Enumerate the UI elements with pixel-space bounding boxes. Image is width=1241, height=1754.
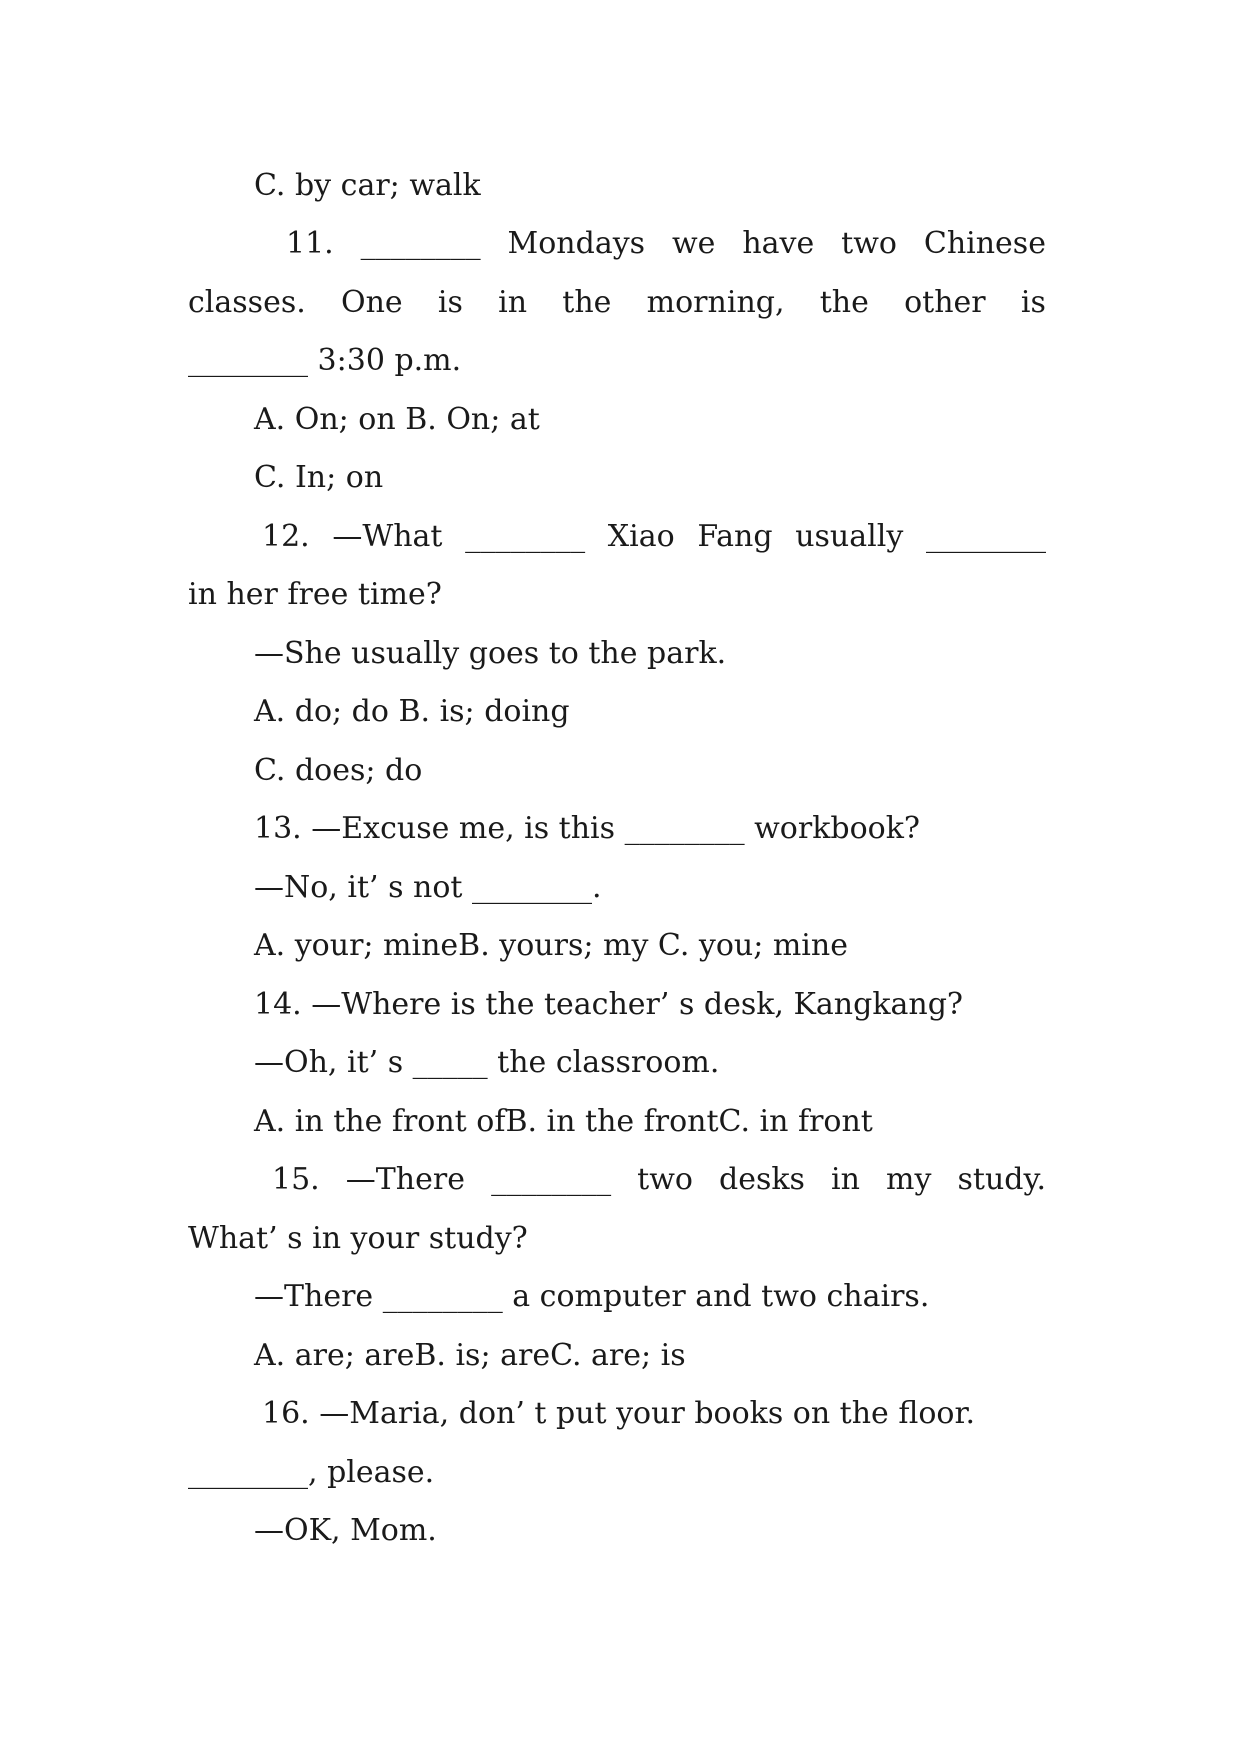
question-13-line: 13. —Excuse me, is this ________ workbook? <box>254 811 920 846</box>
word: other <box>904 285 986 320</box>
question-11-text <box>286 224 1046 264</box>
option-line: C. does; do <box>254 753 423 788</box>
question-11-line-3: ________ 3:30 p.m. <box>188 343 462 378</box>
option-line: A. On; on B. On; at <box>254 402 540 437</box>
question-15-line-2: What’ s in your study? <box>188 1221 528 1256</box>
option-line: A. in the front ofB. in the frontC. in front <box>254 1104 873 1139</box>
word: desks <box>719 1162 805 1197</box>
question-16-line-1: 16. —Maria, don’ t put your books on the floor. <box>262 1396 976 1431</box>
word: Fang <box>697 519 773 554</box>
word: morning, <box>646 285 785 320</box>
word: Chinese <box>923 226 1046 261</box>
question-11-line-2 <box>188 283 1046 323</box>
option-line: A. do; do B. is; doing <box>254 694 570 729</box>
option-line: C. In; on <box>254 460 384 495</box>
option-line: A. are; areB. is; areC. are; is <box>254 1338 686 1373</box>
word: —There <box>345 1162 465 1197</box>
question-14-line: 14. —Where is the teacher’ s desk, Kangkang? <box>254 987 963 1022</box>
question-12-text <box>262 517 1046 557</box>
word: we <box>671 226 716 261</box>
word: in <box>498 285 528 320</box>
word: ________ <box>925 519 1046 554</box>
question-15-text <box>272 1160 1046 1200</box>
word: two <box>637 1162 693 1197</box>
word: ________ <box>465 519 586 554</box>
answer-line: —There ________ a computer and two chairs. <box>254 1279 930 1314</box>
word: my <box>886 1162 932 1197</box>
word: the <box>562 285 612 320</box>
word: usually <box>795 519 904 554</box>
word: One <box>341 285 403 320</box>
word: two <box>841 226 897 261</box>
word: is <box>1020 285 1046 320</box>
word: 12. <box>262 519 310 554</box>
answer-line: —OK, Mom. <box>254 1513 437 1548</box>
question-15-line-1 <box>272 1160 1046 1200</box>
word: Mondays <box>507 226 646 261</box>
option-line: C. by car; walk <box>254 168 481 203</box>
word: —What <box>332 519 443 554</box>
question-12-line-2: in her free time? <box>188 577 442 612</box>
word: 15. <box>272 1162 320 1197</box>
word: the <box>819 285 869 320</box>
word: have <box>742 226 815 261</box>
word: in <box>831 1162 860 1197</box>
answer-line: —She usually goes to the park. <box>254 636 727 671</box>
word: ________ <box>491 1162 612 1197</box>
word: ________ <box>360 226 481 261</box>
answer-line: —Oh, it’ s _____ the classroom. <box>254 1045 720 1080</box>
word: is <box>437 285 463 320</box>
word: study. <box>957 1162 1046 1197</box>
word: classes. <box>188 285 306 320</box>
question-11-line-1 <box>286 224 1046 264</box>
answer-line: —No, it’ s not ________. <box>254 870 602 905</box>
option-line: A. your; mineB. yours; my C. you; mine <box>254 928 848 963</box>
question-16-line-2: ________, please. <box>188 1455 435 1490</box>
word: 11. <box>286 226 334 261</box>
word: Xiao <box>607 519 675 554</box>
question-12-line-1 <box>262 517 1046 557</box>
